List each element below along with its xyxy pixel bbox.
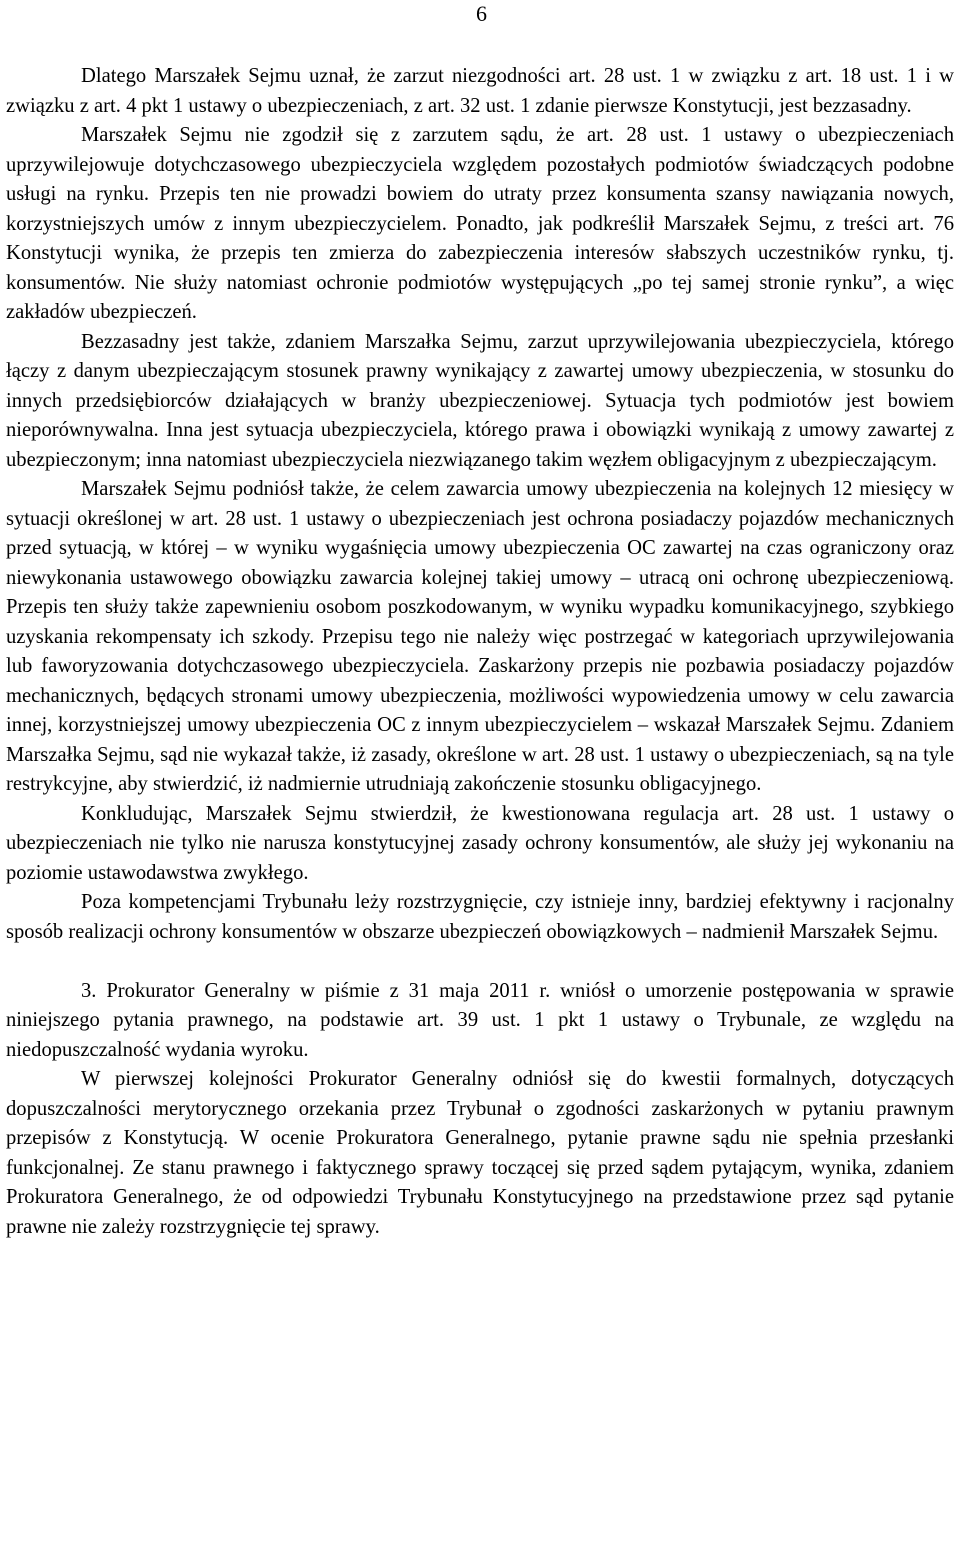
paragraph: Marszałek Sejmu podniósł także, że celem zawarcia umowy ubezpieczenia na kolejnych 12 miesięcy w sytuacji określonej w art. 28 ust. 1 ustawy o ubezpieczeniach jest ochrona posiadaczy pojazdów mechanicznych przed sytuacją, w której – w wyniku wygaśnięcia umowy ubezpieczenia OC zawartej na czas ograniczony oraz niewykonania ustawowego obowiązku zawarcia kolejnej takiej umowy – utracą oni ochronę ubezpieczeniową. Przepis ten służy także zapewnieniu osobom poszkodowanym, w wyniku wypadku komunikacyjnego, szybkiego uzyskania rekompensaty ich szkody. Przepisu tego nie należy więc postrzegać w kategoriach uprzywilejowania lub faworyzowania dotychczasowego ubezpieczyciela. Zaskarżony przepis nie pozbawia posiadaczy pojazdów mechanicznych, będących stronami umowy ubezpieczenia, możliwości wypowiedzenia umowy w celu zawarcia innej, korzystniejszej umowy ubezpieczenia OC z innym ubezpieczycielem – wskazał Marszałek Sejmu. Zdaniem Marszałka Sejmu, sąd nie wykazał także, iż zasady, określone w art. 28 ust. 1 ustawy o ubezpieczeniach, są na tyle restrykcyjne, aby stwierdzić, iż nadmiernie utrudniają zakończenie stosunku obligacyjnego. xyxy=(6,478,954,795)
document-body xyxy=(6,62,954,1242)
section-paragraph: 3. Prokurator Generalny w piśmie z 31 maja 2011 r. wniósł o umorzenie postępowania w sprawie niniejszego pytania prawnego, na podstawie art. 39 ust. 1 pkt 1 ustawy o Trybunale, ze względu na niedopuszczalność wydania wyroku. xyxy=(6,979,954,1061)
paragraph: Dlatego Marszałek Sejmu uznał, że zarzut niezgodności art. 28 ust. 1 w związku z art. 18 ust. 1 i w związku z art. 4 pkt 1 ustawy o ubezpieczeniach, z art. 32 ust. 1 zdanie pierwsze Konstytucji, jest bezzasadny. xyxy=(6,65,954,117)
page-number: 6 xyxy=(476,1,487,26)
paragraph: Bezzasadny jest także, zdaniem Marszałka Sejmu, zarzut uprzywilejowania ubezpieczyciela, którego łączy z danym ubezpieczającym stosunek prawny wynikający z zawartej umowy ubezpieczenia, w stosunku do innych przedsiębiorców działających w branży ubezpieczeniowej. Sytuacja tych podmiotów jest bowiem nieporównywalna. Inna jest sytuacja ubezpieczyciela, którego prawa i obowiązki wynikają z umowy zawartej z ubezpieczonym; inna natomiast ubezpieczyciela niezwiązanego takim węzłem obligacyjnym z ubezpieczającym. xyxy=(6,330,954,471)
paragraph: Poza kompetencjami Trybunału leży rozstrzygnięcie, czy istnieje inny, bardziej efektywny i racjonalny sposób realizacji ochrony konsumentów w obszarze ubezpieczeń obowiązkowych – nadmienił Marszałek Sejmu. xyxy=(6,891,954,943)
paragraph: W pierwszej kolejności Prokurator Generalny odniósł się do kwestii formalnych, dotyczących dopuszczalności merytorycznego orzekania przez Trybunał o zgodności zaskarżonych w pytaniu prawnym przepisów z Konstytucją. W ocenie Prokuratora Generalnego, pytanie prawne sądu nie spełnia przesłanki funkcjonalnej. Ze stanu prawnego i faktycznego sprawy toczącej się przed sądem pytającym, wynika, zdaniem Prokuratora Generalnego, że od odpowiedzi Trybunału Konstytucyjnego na przedstawione przez sąd pytanie prawne nie zależy rozstrzygnięcie tej sprawy. xyxy=(6,1068,954,1238)
paragraph: Marszałek Sejmu nie zgodził się z zarzutem sądu, że art. 28 ust. 1 ustawy o ubezpieczeniach uprzywilejowuje dotychczasowego ubezpieczyciela względem pozostałych podmiotów świadczących podobne usługi na rynku. Przepis ten nie prowadzi bowiem do utraty przez konsumenta szansy nawiązania nowych, korzystniejszych umów z innym ubezpieczycielem. Ponadto, jak podkreślił Marszałek Sejmu, z treści art. 76 Konstytucji wynika, że przepis ten zmierza do zabezpieczenia interesów słabszych uczestników rynku, tj. konsumentów. Nie służy natomiast ochronie podmiotów występujących „po tej samej stronie rynku”, a więc zakładów ubezpieczeń. xyxy=(6,124,954,323)
paragraph: Konkludując, Marszałek Sejmu stwierdził, że kwestionowana regulacja art. 28 ust. 1 ustawy o ubezpieczeniach nie tylko nie narusza konstytucyjnej zasady ochrony konsumentów, ale służy jej wykonaniu na poziomie ustawodawstwa zwykłego. xyxy=(6,802,954,884)
